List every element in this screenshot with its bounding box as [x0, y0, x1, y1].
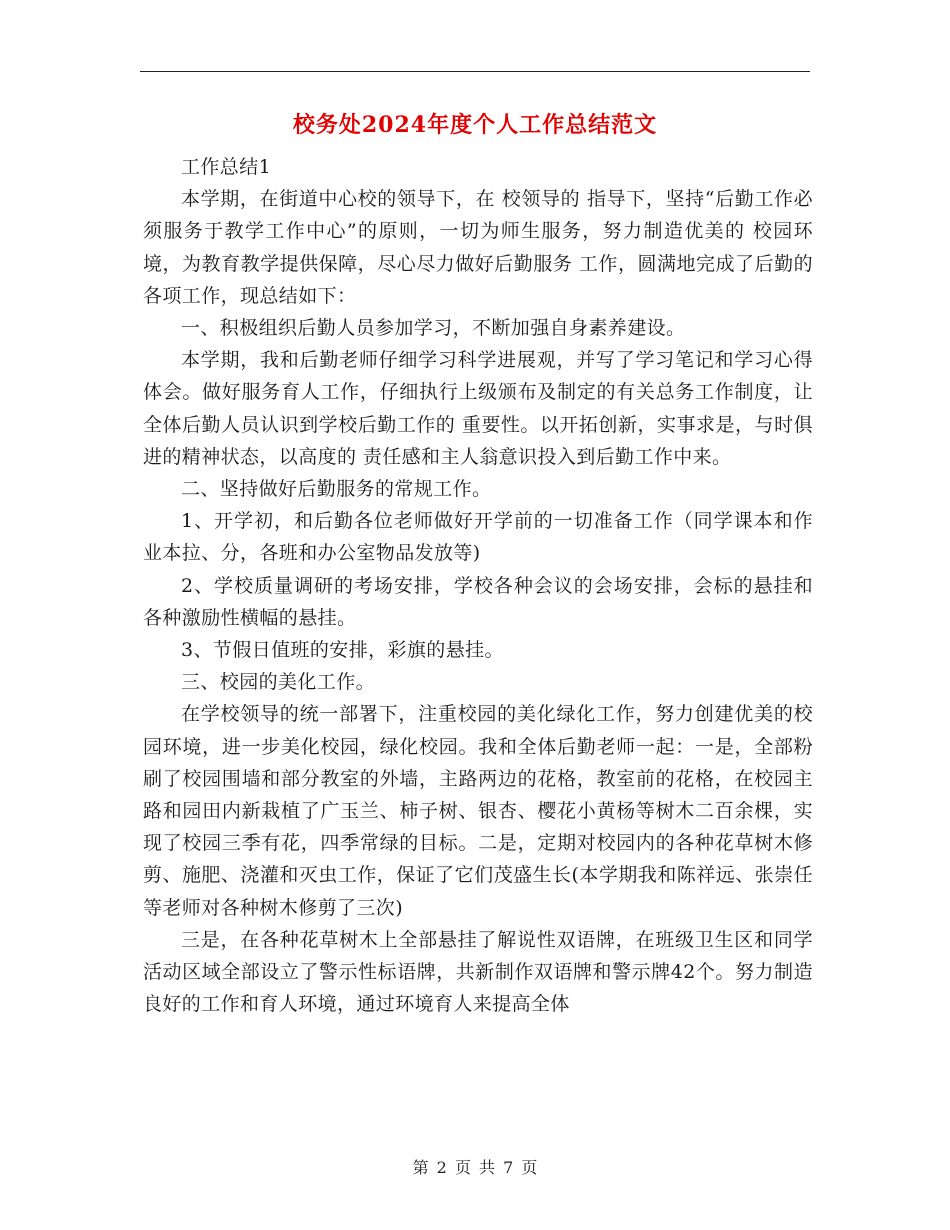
paragraph: 2、学校质量调研的考场安排，学校各种会议的会场安排，会标的悬挂和各种激励性横幅的悬挂。 — [143, 574, 813, 629]
paragraph: 本学期，在街道中心校的领导下，在 校领导的 指导下，坚持“后勤工作必须服务于教学工作中心”的原则，一切为师生服务，努力制造优美的 校园环境，为教育教学提供保障，尽心尽力做好后勤服务 工作，圆满地完成了后勤的各项工作，现总结如下： — [143, 188, 813, 307]
document-title: 校务处2024年度个人工作总结范文 — [292, 112, 658, 138]
document-body — [143, 151, 813, 1020]
paragraph-heading: 三、校园的美化工作。 — [181, 671, 376, 694]
paragraph: 三是，在各种花草树木上全部悬挂了解说性双语牌，在班级卫生区和同学活动区域全部设立了警示性标语牌，共新制作双语牌和警示牌42个。努力制造良好的工作和育人环境，通过环境育人来提高全体 — [143, 928, 813, 1016]
paragraph: 本学期，我和后勤老师仔细学习科学进展观，并写了学习笔记和学习心得体会。做好服务育人工作，仔细执行上级颁布及制定的有关总务工作制度，让全体后勤人员认识到学校后勤工作的 重要性。以开拓创新，实事求是，与时俱进的精神状态，以高度的 责任感和主人翁意识投入到后勤工作中来。 — [143, 349, 813, 468]
paragraph: 在学校领导的统一部署下，注重校园的美化绿化工作，努力创建优美的校园环境，进一步美化校园，绿化校园。我和全体后勤老师一起：一是，全部粉刷了校园围墙和部分教室的外墙，主路两边的花格，教室前的花格，在校园主路和园田内新栽植了广玉兰、柿子树、银杏、樱花小黄杨等树木二百余棵，实现了校园三季有花，四季常绿的目标。二是，定期对校园内的各种花草树木修剪、施肥、浇灌和灭虫工作，保证了它们茂盛生长(本学期我和陈祥远、张崇任等老师对各种树木修剪了三次) — [143, 703, 813, 919]
paragraph: 3、节假日值班的安排，彩旗的悬挂。 — [181, 639, 504, 662]
paragraph: 1、开学初，和后勤各位老师做好开学前的一切准备工作（同学课本和作业本拉、分，各班和办公室物品发放等) — [143, 510, 813, 565]
header-rule — [140, 71, 810, 72]
paragraph-heading: 一、积极组织后勤人员参加学习，不断加强自身素养建设。 — [181, 317, 686, 340]
page-number-footer: 第 2 页 共 7 页 — [412, 1158, 538, 1177]
paragraph-heading: 二、坚持做好后勤服务的常规工作。 — [181, 478, 492, 501]
paragraph-section-heading: 工作总结1 — [181, 156, 272, 178]
